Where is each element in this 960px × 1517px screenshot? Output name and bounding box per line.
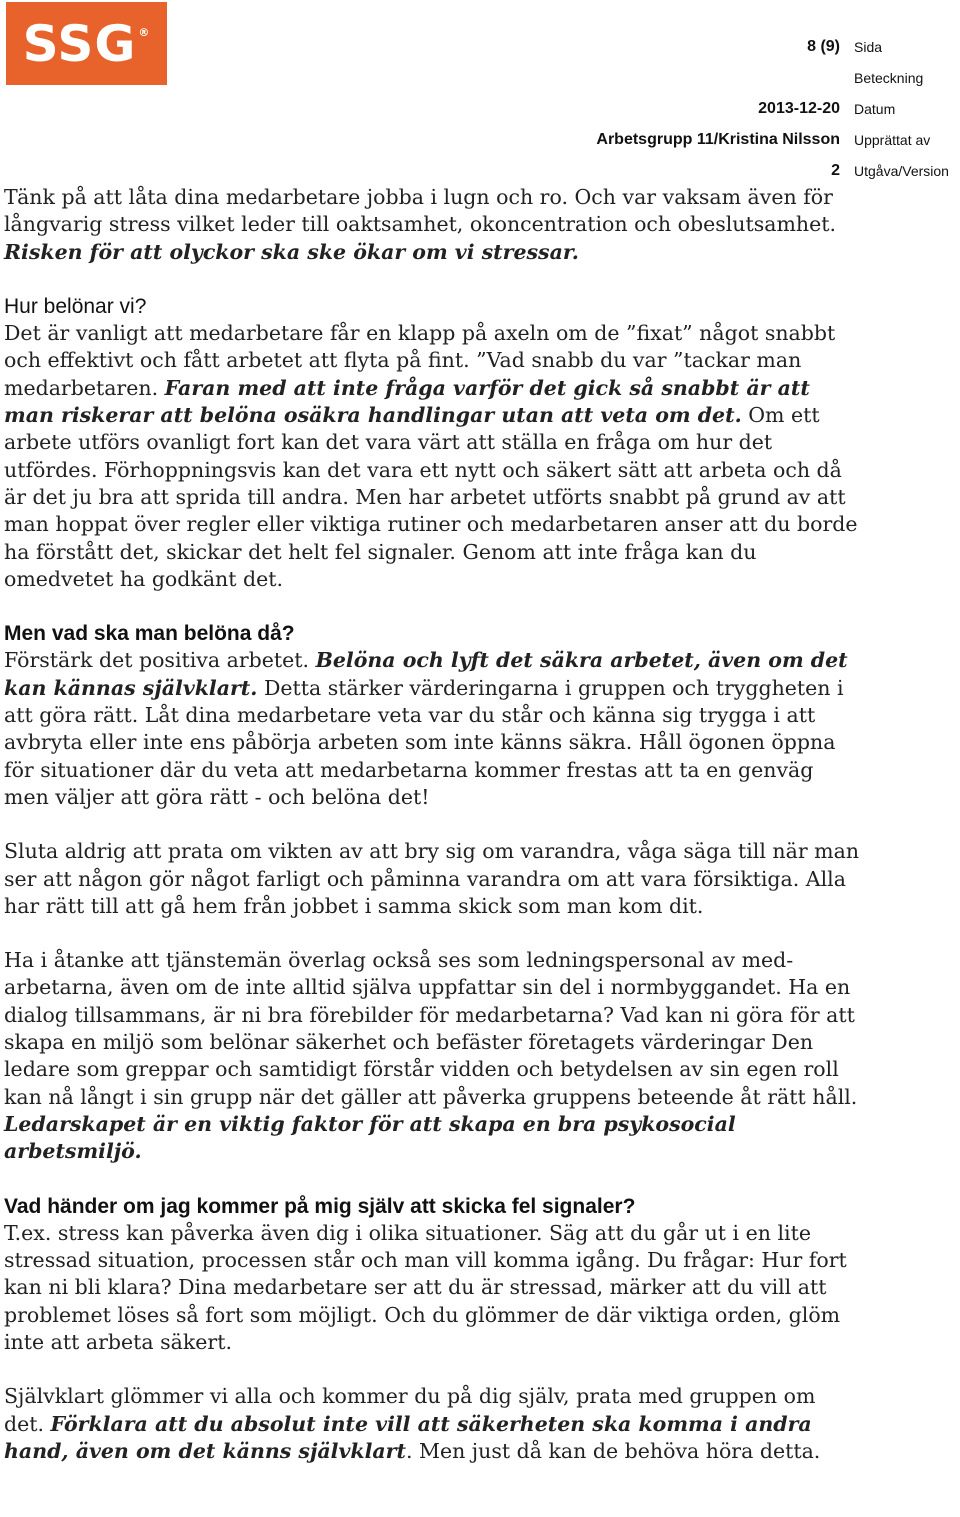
paragraph-example: T.ex. stress kan påverka även dig i olika situationer. Säg att du går ut i en lite stressad situation, processen står och man vill komma igång. Du frågar: Hur fort kan ni bli klara? Dina medarbetare ser att du är stressad, märker att du vill att problemet löses så fort som möjligt. Och du glömmer de där viktiga orden, glöm inte att arbeta säkert. xyxy=(4,1220,847,1354)
header-row-version xyxy=(831,155,960,186)
text: Ha i åtanke att tjänstemän överlag också ses som ledningspersonal av med-arbetarna, även om de inte alltid själva uppfattar sin del i normbyggandet. Ha en dialog tillsammans, är ni bra förebilder för medarbetarna? Vad kan ni göra för att skapa en miljö som belönar säkerhet och befäster företagets värderingar Den ledare som greppar och samtidigt förstår vidden och betydelsen av sin egen roll kan nå långt i sin grupp när det gäller att påverka gruppens beteende åt rätt håll. xyxy=(4,948,858,1109)
text: Förstärk det positiva arbetet. xyxy=(4,648,310,673)
designation-label: Beteckning xyxy=(854,69,924,86)
paragraph-care: Sluta aldrig att prata om vikten av att bry sig om varandra, våga säga till när man ser att någon gör något farligt och påminna varandra om att vara försiktiga. Alla har rätt till att gå hem från jobbet i samma skick som man kom dit. xyxy=(4,839,860,918)
paragraph-stress xyxy=(4,184,860,266)
version-label: Utgåva/Version xyxy=(854,162,949,179)
emphasis-text: Risken för att olyckor ska ske ökar om vi stressar. xyxy=(4,239,579,264)
document-body xyxy=(4,184,860,1465)
header-row-date xyxy=(758,93,960,124)
ssg-logo xyxy=(6,2,167,85)
author-value: Arbetsgrupp 11/Kristina Nilsson xyxy=(596,130,840,148)
text: Detta stärker värderingarna i gruppen och tryggheten i att göra rätt. Låt dina medarbetare veta var du står och känna sig trygga i att avbryta eller inte ens påbörja arbeten som inte känns säkra. Håll ögonen öppna för situationer där du veta att medarbetarna kommer frestas att ta en genväg men väljer att göra rätt - och belöna det! xyxy=(4,675,844,809)
header-row-page xyxy=(807,31,960,62)
date-value: 2013-12-20 xyxy=(758,99,840,117)
version-value: 2 xyxy=(831,161,840,179)
text: Tänk på att låta dina medarbetare jobba i lugn och ro. Och var vaksam även för långvarig stress vilket leder till oaktsamhet, okoncentration och obeslutsamhet. xyxy=(4,185,837,237)
text: Det är vanligt att medarbetare får en klapp på axeln om de ”fixat” något snabbt och effektivt och fått arbetet att flyta på fint. ”Vad snabb du var ”tackar man medarbetaren. xyxy=(4,321,836,400)
page-label: Sida xyxy=(854,38,883,55)
header-row-designation xyxy=(840,62,960,93)
text: Självklart glömmer vi alla och kommer du på dig själv, prata med gruppen om det. xyxy=(4,1384,816,1436)
emphasis-text: Belöna och lyft det säkra arbetet, även om det kan kännas självklart. xyxy=(4,648,848,700)
text: Om ett arbete utförs ovanligt fort kan det vara värt att ställa en fråga om hur det utfördes. Förhoppningsvis kan det vara ett nytt och säkert sätt att arbeta och då är det ju bra att sprida till andra. Men har arbetet utförts snabbt på grund av att man hoppat över regler eller viktiga rutiner och medarbetaren anser att du borde ha förstått det, skickar det helt fel signaler. Genom att inte fråga kan du omedvetet ha godkänt det. xyxy=(4,403,858,591)
emphasis-text: Ledarskapet är en viktig faktor för att skapa en bra psykosocial arbetsmiljö. xyxy=(4,1111,736,1164)
emphasis-text: Förklara att du absolut inte vill att säkerheten ska komma i andra hand, även om det känns självklart xyxy=(4,1411,812,1463)
header-row-author xyxy=(596,124,960,155)
emphasis-text: Faran med att inte fråga varför det gick så snabbt är att man riskerar att belöna osäkra handlingar utan att veta om det. xyxy=(4,375,810,428)
heading-how-reward: Hur belönar vi? xyxy=(4,294,147,318)
heading-what-reward: Men vad ska man belöna då? xyxy=(4,622,295,646)
paragraph-reward xyxy=(4,320,860,593)
heading-wrong-signals: Vad händer om jag kommer på mig själv att skicka fel signaler? xyxy=(4,1194,636,1218)
page-number: 8 (9) xyxy=(807,37,840,55)
author-label: Upprättat av xyxy=(854,131,931,148)
date-label: Datum xyxy=(854,100,896,117)
logo-text: SSG ® xyxy=(22,14,151,73)
text: . Men just då kan de behöva höra detta. xyxy=(405,1438,821,1463)
paragraph-positive xyxy=(4,647,860,811)
paragraph-conclusion xyxy=(4,1383,860,1465)
paragraph-leadership xyxy=(4,947,860,1165)
